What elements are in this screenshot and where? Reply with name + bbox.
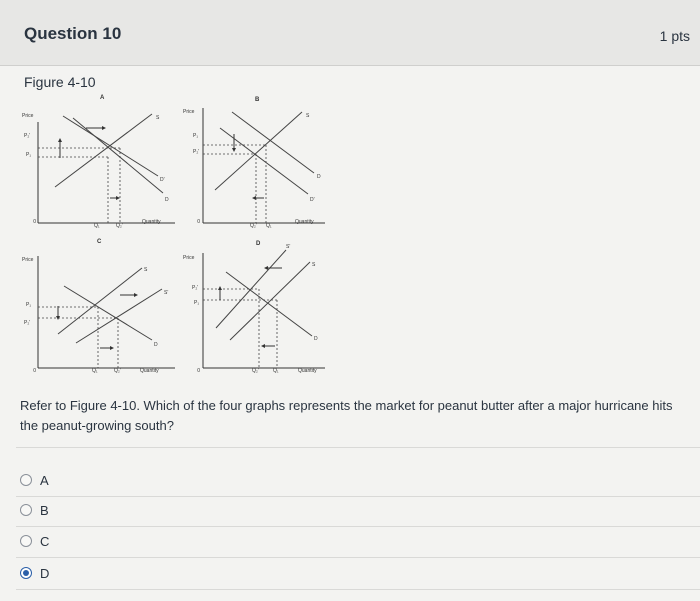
graph-c — [22, 239, 175, 374]
graph-d-origin: 0 — [197, 368, 200, 374]
graph-a-letter: A — [100, 95, 105, 101]
supply-demand-graphs — [20, 90, 350, 390]
question-title: Question 10 — [24, 24, 122, 43]
radio-b[interactable] — [20, 504, 32, 516]
graph-d-p-label-1: P₂' — [192, 285, 199, 291]
graph-b-demand-label-2: D' — [310, 197, 315, 203]
answer-option-c[interactable] — [20, 531, 49, 551]
graph-a-demand-curve-2 — [73, 118, 163, 193]
graph-d-p-label-2: P₁ — [194, 300, 200, 306]
graph-d-supply-curve — [230, 262, 310, 340]
graph-a-supply-curve — [55, 114, 152, 187]
graph-b-quantity-label: Quantity — [295, 219, 314, 225]
radio-a[interactable] — [20, 474, 32, 486]
graph-b-demand-curve-2 — [220, 128, 308, 194]
graph-b-q-label-1: Q₂' — [250, 223, 257, 229]
graph-c-supply-curve — [58, 268, 142, 334]
graph-c-origin: 0 — [33, 368, 36, 374]
answer-option-c-label: C — [40, 533, 50, 549]
figure-4-10 — [20, 90, 350, 390]
graph-d-q-label-1: Q₂' — [252, 368, 259, 374]
graph-c-letter: C — [97, 239, 102, 245]
graph-c-supply-arrowhead — [134, 293, 138, 297]
option-divider-3 — [16, 557, 700, 558]
graph-a-q-label-1: Q₁ — [94, 223, 100, 229]
graph-d-supply2-label: S' — [286, 244, 291, 250]
question-header — [0, 0, 700, 66]
graph-c-p-label-1: P₁ — [26, 302, 32, 308]
graph-d — [183, 241, 325, 374]
graph-c-p-label-2: P₂' — [24, 320, 31, 326]
graph-c-quantity-label: Quantity — [140, 368, 159, 374]
answer-option-d[interactable] — [20, 563, 49, 583]
graph-a-origin: 0 — [33, 219, 36, 225]
graph-b-quantity-arrowhead — [252, 196, 256, 200]
graph-c-quantity-arrowhead — [110, 346, 114, 350]
graph-c-q-label-1: Q₁ — [92, 368, 98, 374]
graph-b-demand-label-1: D — [317, 174, 321, 180]
graph-d-quantity-arrowhead — [261, 344, 265, 348]
graph-a-demand-label-1: D' — [160, 177, 165, 183]
radio-d-selected[interactable] — [20, 567, 32, 579]
option-divider-4 — [16, 589, 700, 590]
graph-a-demand-curve-1 — [63, 116, 158, 176]
graph-d-price-label: Price — [183, 255, 195, 261]
graph-b-origin: 0 — [197, 219, 200, 225]
graph-a-q-label-2: Q₂' — [116, 223, 123, 229]
answer-option-d-label: D — [40, 565, 50, 581]
graph-b-supply-label: S — [306, 113, 310, 119]
graph-c-supply-curve-shifted — [76, 289, 162, 343]
graph-a-p-label-1: P₂' — [24, 133, 31, 139]
answer-option-a[interactable] — [20, 470, 49, 490]
graph-d-supply-arrowhead — [264, 266, 268, 270]
answer-option-b-label: B — [40, 502, 49, 518]
graph-c-price-label: Price — [22, 257, 34, 263]
graph-c-supply-label: S — [144, 267, 148, 273]
option-divider-2 — [16, 526, 700, 527]
figure-title: Figure 4-10 — [24, 74, 96, 90]
graph-c-q-label-2: Q₂' — [114, 368, 121, 374]
options-divider-top — [16, 447, 700, 448]
radio-c[interactable] — [20, 535, 32, 547]
graph-a-price-label: Price — [22, 113, 34, 119]
graph-a-quantity-label: Quantity — [142, 219, 161, 225]
graph-b-letter: B — [255, 97, 260, 103]
graph-b-p-label-1: P₁ — [193, 133, 199, 139]
graph-d-letter: D — [256, 241, 261, 247]
answer-option-b[interactable] — [20, 500, 49, 520]
graph-c-supply2-label: S' — [164, 290, 169, 296]
graph-a-quantity-arrowhead — [116, 196, 120, 200]
graph-b — [183, 97, 325, 229]
graph-a-demand-arrowhead — [102, 126, 106, 130]
graph-a-demand-label-2: D — [165, 197, 169, 203]
question-points: 1 pts — [659, 28, 690, 44]
graph-d-demand-label: D — [314, 336, 318, 342]
graph-c-demand-label: D — [154, 342, 158, 348]
graph-b-price-label: Price — [183, 109, 195, 115]
graph-a-p-label-2: P₁ — [26, 152, 32, 158]
option-divider-1 — [16, 496, 700, 497]
graph-d-supply-label: S — [312, 262, 316, 268]
answer-option-a-label: A — [40, 472, 49, 488]
graph-d-quantity-label: Quantity — [298, 368, 317, 374]
graph-b-p-label-2: P₂' — [193, 149, 200, 155]
graph-d-price-arrowhead — [218, 286, 222, 290]
question-text: Refer to Figure 4-10. Which of the four graphs represents the market for peanut butter after a major hurricane hits the peanut-growing south? — [20, 398, 673, 433]
graph-b-supply-curve — [215, 112, 302, 190]
graph-d-q-label-2: Q₁ — [273, 368, 279, 374]
graph-b-q-label-2: Q₁ — [266, 223, 272, 229]
graph-a — [22, 95, 175, 229]
graph-b-price-arrowhead — [232, 148, 236, 152]
graph-a-supply-label: S — [156, 115, 160, 121]
graph-a-price-arrowhead — [58, 138, 62, 142]
graph-d-demand-curve — [226, 272, 312, 336]
